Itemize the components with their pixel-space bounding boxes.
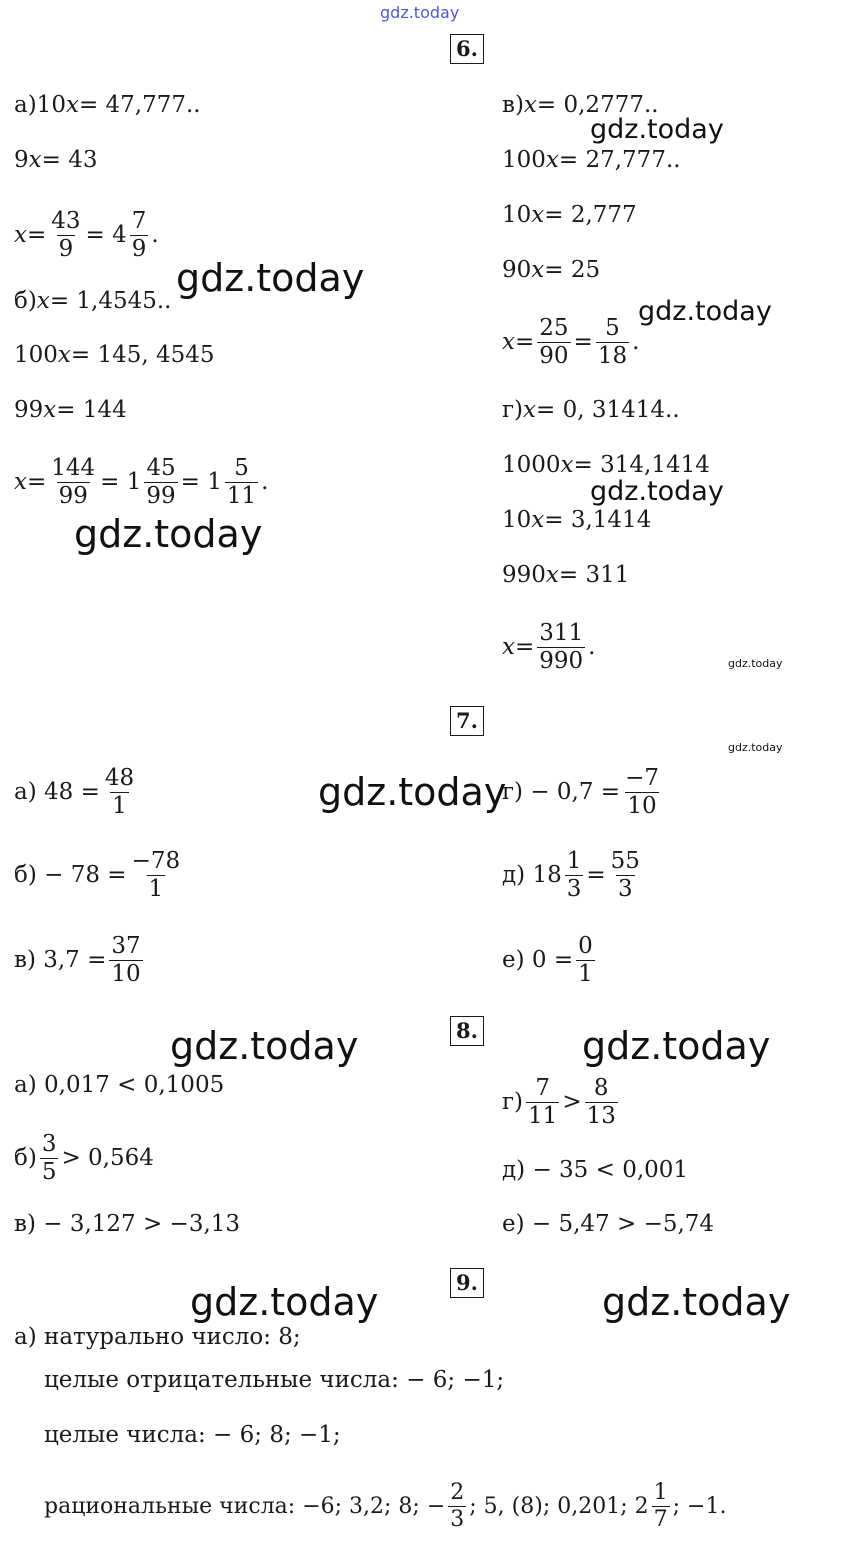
watermark: gdz.today xyxy=(728,741,783,754)
task-9-line-3: целые числа: − 6; 8; −1; xyxy=(44,1422,341,1448)
task-8-number: 8. xyxy=(450,1016,484,1046)
task-7-number: 7. xyxy=(450,706,484,736)
watermark: gdz.today xyxy=(170,1024,359,1068)
fraction: $\frac{43}{9}$ xyxy=(51,208,81,262)
task-9-line-4: рациональные числа: −6; 3,2; 8; − $\frac{2}{3}$ ; 5, (8); 0,201; 2 $\frac{1}{7}$ ; −1. xyxy=(44,1480,727,1532)
task-7b: б) − 78 = $\frac{-78}{1}$ xyxy=(14,848,181,902)
fraction: $\frac{7}{11}$ xyxy=(528,1075,558,1129)
task-8d: д) − 35 < 0,001 xyxy=(502,1157,689,1183)
task-6c-line-4: 90 x = 25 xyxy=(502,257,601,283)
task-6c-line-3: 10 x = 2,777 xyxy=(502,202,637,228)
fraction: $\frac{0}{1}$ xyxy=(578,933,593,987)
fraction: $\frac{5}{11}$ xyxy=(226,455,257,509)
task-9-number: 9. xyxy=(450,1268,484,1298)
task-7g: г) − 0,7 = $\frac{-7}{10}$ xyxy=(502,765,659,819)
task-8e: е) − 5,47 > −5,74 xyxy=(502,1211,715,1237)
watermark: gdz.today xyxy=(590,476,724,507)
task-6d-line-5: x = $\frac{311}{990}$ . xyxy=(502,620,596,674)
task-7d: д) 18 $\frac{1}{3}$ = $\frac{55}{3}$ xyxy=(502,848,640,902)
task-6d-line-1: г) x = 0, 31414.. xyxy=(502,397,680,423)
task-6a-line-1: а)10 x = 47,777.. xyxy=(14,92,201,118)
task-6b-line-4: x = $\frac{144}{99}$ = 1 $\frac{45}{99}$ = 1 $\frac{5}{11}$ . xyxy=(14,455,269,509)
watermark: gdz.today xyxy=(728,657,783,670)
fraction: $\frac{5}{18}$ xyxy=(597,315,628,369)
task-6b-line-1: б) x = 1,4545.. xyxy=(14,288,172,314)
task-8g: г) $\frac{7}{11}$ > $\frac{8}{13}$ xyxy=(502,1075,616,1129)
fraction: $\frac{3}{5}$ xyxy=(41,1131,57,1185)
fraction: $\frac{8}{13}$ xyxy=(586,1075,616,1129)
fraction: $\frac{45}{99}$ xyxy=(146,455,176,509)
watermark: gdz.today xyxy=(74,512,263,556)
task-6b-line-3: 99 x = 144 xyxy=(14,397,127,423)
watermark: gdz.today xyxy=(176,256,365,300)
watermark: gdz.today xyxy=(582,1024,771,1068)
task-7e: е) 0 = $\frac{0}{1}$ xyxy=(502,933,593,987)
fraction: $\frac{55}{3}$ xyxy=(610,848,640,902)
task-9-line-1: а) натурально число: 8; xyxy=(14,1324,301,1350)
task-8b: б) $\frac{3}{5}$ > 0,564 xyxy=(14,1131,154,1185)
watermark: gdz.today xyxy=(190,1280,379,1324)
task-7c: в) 3,7 = $\frac{37}{10}$ xyxy=(14,933,141,987)
task-6c-line-5: x = $\frac{25}{90}$ = $\frac{5}{18}$ . xyxy=(502,315,640,369)
fraction: $\frac{-7}{10}$ xyxy=(625,765,659,819)
task-9-line-2: целые отрицательные числа: − 6; −1; xyxy=(44,1367,505,1393)
fraction: $\frac{1}{3}$ xyxy=(566,848,582,902)
task-8c: в) − 3,127 > −3,13 xyxy=(14,1211,241,1237)
fraction: $\frac{-78}{1}$ xyxy=(131,848,181,902)
fraction: $\frac{2}{3}$ xyxy=(450,1480,465,1532)
fraction: $\frac{25}{90}$ xyxy=(539,315,569,369)
task-8a: а) 0,017 < 0,1005 xyxy=(14,1072,225,1098)
task-6d-line-3: 10 x = 3,1414 xyxy=(502,507,652,533)
fraction: $\frac{7}{9}$ xyxy=(131,208,147,262)
task-6d-line-2: 1000 x = 314,1414 xyxy=(502,452,710,478)
task-6a-line-3: x = $\frac{43}{9}$ = 4 $\frac{7}{9}$ . xyxy=(14,208,159,262)
top-watermark: gdz.today xyxy=(380,3,460,22)
fraction: $\frac{48}{1}$ xyxy=(104,765,135,819)
task-6a-line-2: 9 x = 43 xyxy=(14,147,98,173)
watermark: gdz.today xyxy=(590,114,724,145)
task-6b-line-2: 100 x = 145, 4545 xyxy=(14,342,215,368)
task-6-number: 6. xyxy=(450,34,484,64)
task-6c-line-1: в) x = 0,2777.. xyxy=(502,92,659,118)
fraction: $\frac{311}{990}$ xyxy=(539,620,584,674)
task-6c-line-2: 100 x = 27,777.. xyxy=(502,147,681,173)
watermark: gdz.today xyxy=(638,296,772,327)
fraction: $\frac{1}{7}$ xyxy=(653,1480,668,1532)
fraction: $\frac{144}{99}$ xyxy=(51,455,96,509)
watermark: gdz.today xyxy=(318,770,507,814)
task-7a: а) 48 = $\frac{48}{1}$ xyxy=(14,765,135,819)
task-6d-line-4: 990 x = 311 xyxy=(502,562,630,588)
fraction: $\frac{37}{10}$ xyxy=(111,933,141,987)
watermark: gdz.today xyxy=(602,1280,791,1324)
